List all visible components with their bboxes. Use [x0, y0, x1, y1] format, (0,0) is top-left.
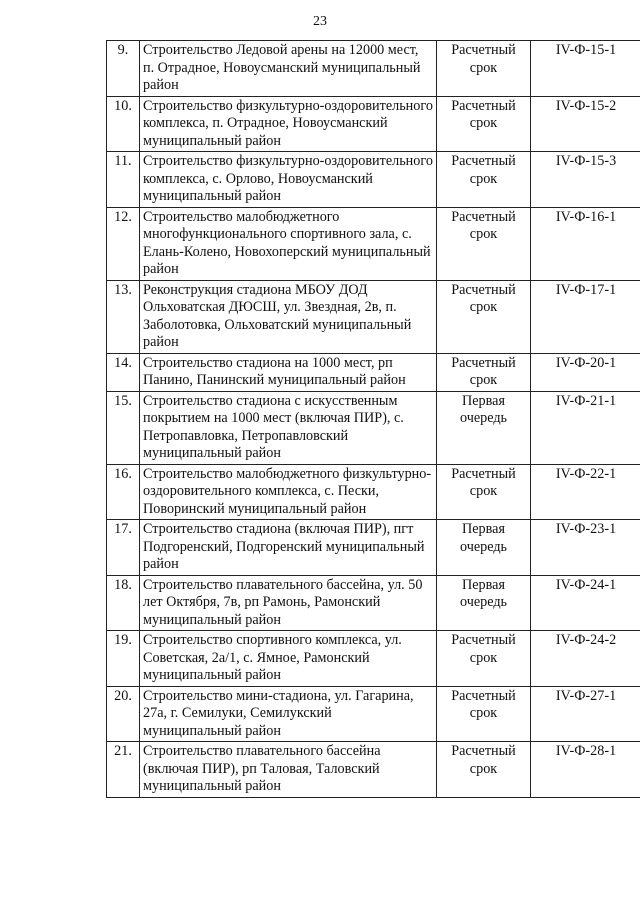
row-number: 20. [107, 686, 140, 742]
object-code: IV-Ф-21-1 [531, 391, 640, 464]
row-number: 16. [107, 464, 140, 520]
row-number: 17. [107, 520, 140, 576]
table-body [107, 41, 640, 798]
implementation-term: Первая очередь [437, 575, 531, 631]
row-number: 21. [107, 742, 140, 798]
implementation-term: Расчетный срок [437, 280, 531, 353]
object-name: Строительство стадиона (включая ПИР), пгт Подгоренский, Подгоренский муниципальный район [140, 520, 437, 576]
table-row [107, 631, 640, 687]
row-number: 14. [107, 353, 140, 391]
object-code: IV-Ф-15-3 [531, 152, 640, 208]
implementation-term: Первая очередь [437, 391, 531, 464]
object-name: Строительство физкультурно-оздоровительного комплекса, п. Отрадное, Новоусманский муниципальный район [140, 96, 437, 152]
implementation-term: Расчетный срок [437, 353, 531, 391]
implementation-term: Расчетный срок [437, 742, 531, 798]
object-code: IV-Ф-22-1 [531, 464, 640, 520]
object-code: IV-Ф-24-1 [531, 575, 640, 631]
table-row [107, 575, 640, 631]
object-name: Строительство мини-стадиона, ул. Гагарина, 27а, г. Семилуки, Семилукский муниципальный район [140, 686, 437, 742]
implementation-term: Первая очередь [437, 520, 531, 576]
object-code: IV-Ф-16-1 [531, 207, 640, 280]
implementation-term: Расчетный срок [437, 41, 531, 97]
row-number: 9. [107, 41, 140, 97]
table-row [107, 520, 640, 576]
object-code: IV-Ф-27-1 [531, 686, 640, 742]
table-row [107, 686, 640, 742]
object-name: Строительство плавательного бассейна, ул. 50 лет Октября, 7в, рп Рамонь, Рамонский муниципальный район [140, 575, 437, 631]
row-number: 18. [107, 575, 140, 631]
object-name: Реконструкция стадиона МБОУ ДОД Ольховатская ДЮСШ, ул. Звездная, 2в, п. Заболотовка, Ольховатский муниципальный район [140, 280, 437, 353]
objects-table [106, 40, 640, 798]
table-row [107, 207, 640, 280]
object-name: Строительство плавательного бассейна (включая ПИР), рп Таловая, Таловский муниципальный район [140, 742, 437, 798]
object-name: Строительство стадиона с искусственным покрытием на 1000 мест (включая ПИР), с. Петропавловка, Петропавловский муниципальный район [140, 391, 437, 464]
row-number: 11. [107, 152, 140, 208]
page-number: 23 [313, 14, 327, 29]
table-row [107, 280, 640, 353]
implementation-term: Расчетный срок [437, 631, 531, 687]
object-name: Строительство Ледовой арены на 12000 мест, п. Отрадное, Новоусманский муниципальный район [140, 41, 437, 97]
implementation-term: Расчетный срок [437, 464, 531, 520]
table-row [107, 742, 640, 798]
object-code: IV-Ф-20-1 [531, 353, 640, 391]
table-row [107, 464, 640, 520]
object-name: Строительство стадиона на 1000 мест, рп Панино, Панинский муниципальный район [140, 353, 437, 391]
table-row [107, 41, 640, 97]
implementation-term: Расчетный срок [437, 96, 531, 152]
row-number: 15. [107, 391, 140, 464]
object-code: IV-Ф-17-1 [531, 280, 640, 353]
implementation-term: Расчетный срок [437, 152, 531, 208]
object-code: IV-Ф-23-1 [531, 520, 640, 576]
implementation-term: Расчетный срок [437, 207, 531, 280]
object-name: Строительство малобюджетного физкультурно-оздоровительного комплекса, с. Пески, Поворинский муниципальный район [140, 464, 437, 520]
table-row [107, 353, 640, 391]
object-code: IV-Ф-24-2 [531, 631, 640, 687]
row-number: 12. [107, 207, 140, 280]
object-code: IV-Ф-15-1 [531, 41, 640, 97]
object-code: IV-Ф-28-1 [531, 742, 640, 798]
implementation-term: Расчетный срок [437, 686, 531, 742]
row-number: 10. [107, 96, 140, 152]
row-number: 19. [107, 631, 140, 687]
table-row [107, 391, 640, 464]
table-row [107, 96, 640, 152]
object-name: Строительство физкультурно-оздоровительного комплекса, с. Орлово, Новоусманский муниципальный район [140, 152, 437, 208]
object-code: IV-Ф-15-2 [531, 96, 640, 152]
row-number: 13. [107, 280, 140, 353]
table-row [107, 152, 640, 208]
object-name: Строительство спортивного комплекса, ул. Советская, 2а/1, с. Ямное, Рамонский муниципальный район [140, 631, 437, 687]
object-name: Строительство малобюджетного многофункционального спортивного зала, с. Елань-Колено, Новохоперский муниципальный район [140, 207, 437, 280]
